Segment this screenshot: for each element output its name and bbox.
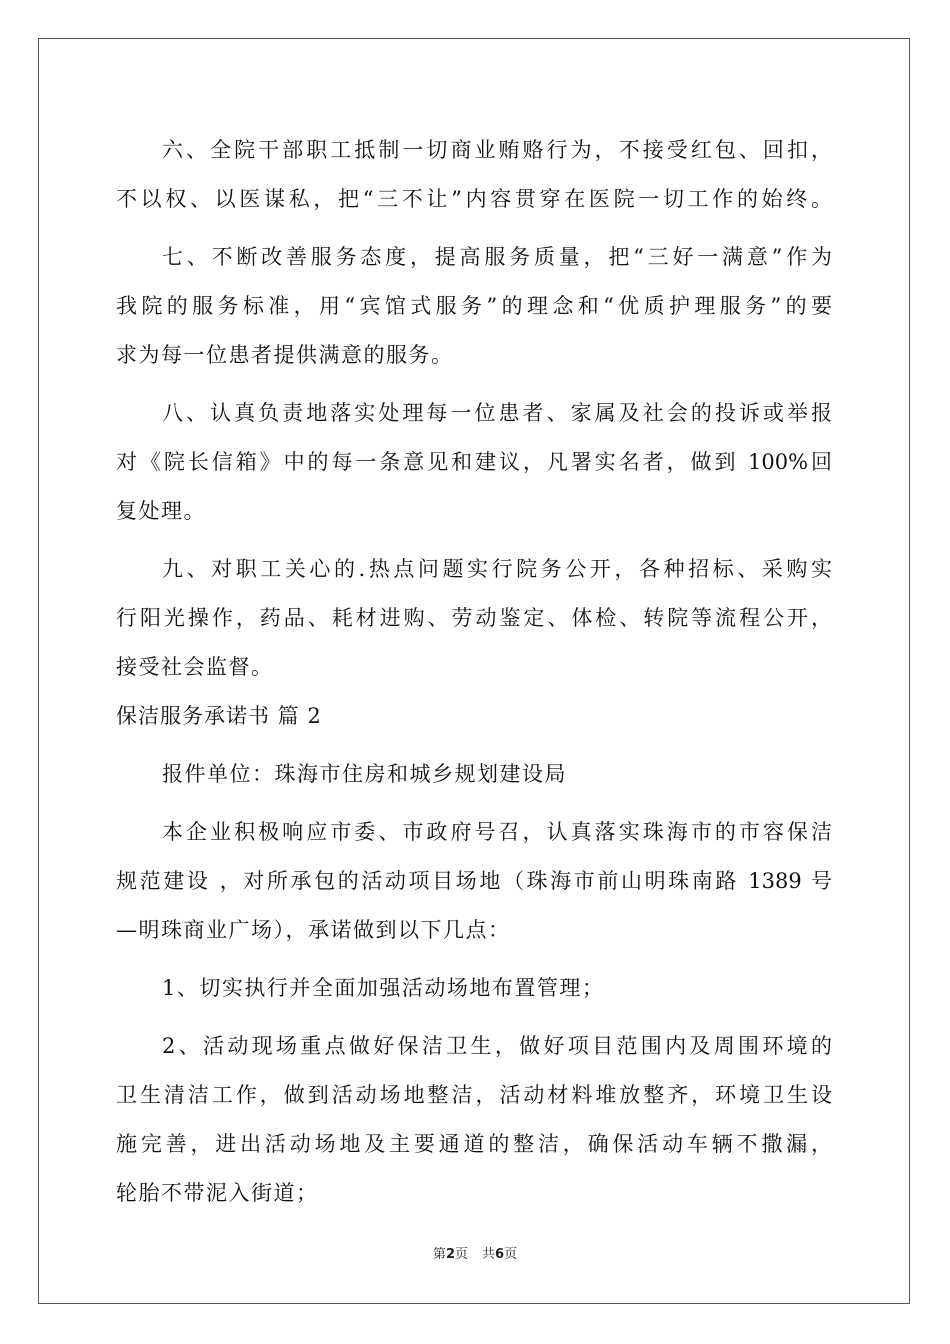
paragraph-line: 2、活动现场重点做好保洁卫生，做好项目范围内及周围环境的 — [162, 1034, 832, 1058]
list-item: 1、切实执行并全面加强活动场地布置管理； — [162, 976, 605, 1000]
total-suffix: 页 — [504, 1247, 518, 1262]
page-suffix: 页 — [454, 1247, 468, 1262]
page-number: 2 — [445, 1247, 455, 1262]
total-pages: 6 — [495, 1247, 505, 1262]
paragraph-line: 接受社会监督。 — [116, 655, 274, 679]
paragraph-line: 复处理。 — [116, 499, 206, 523]
paragraph-line: 规范建设 ，对所承包的活动项目场地（珠海市前山明珠南路 1389 号 — [116, 869, 832, 893]
paragraph-line: 七、不断改善服务态度，提高服务质量，把“三好一满意”作为 — [162, 245, 832, 269]
paragraph-line: 八、认真负责地落实处理每一位患者、家属及社会的投诉或举报 — [162, 401, 832, 425]
paragraph-line: 本企业积极响应市委、市政府号召，认真落实珠海市的市容保洁 — [162, 820, 832, 844]
recipient-line: 报件单位：珠海市住房和城乡规划建设局 — [162, 762, 567, 786]
section-heading: 保洁服务承诺书 篇 2 — [116, 704, 322, 728]
paragraph-line: 九、对职工关心的.热点问题实行院务公开，各种招标、采购实 — [162, 557, 832, 581]
paragraph-line: 对《院长信箱》中的每一条意见和建议，凡署实名者，做到 100%回 — [116, 450, 832, 474]
total-prefix: 共 — [482, 1247, 496, 1262]
paragraph-line: 轮胎不带泥入街道； — [116, 1181, 319, 1205]
page-footer — [0, 1247, 950, 1263]
paragraph-line: 行阳光操作，药品、耗材进购、劳动鉴定、体检、转院等流程公开， — [116, 606, 832, 630]
paragraph-line: 求为每一位患者提供满意的服务。 — [116, 343, 454, 367]
page-prefix: 第 — [432, 1247, 446, 1262]
paragraph-line: —明珠商业广场），承诺做到以下几点： — [116, 918, 511, 942]
paragraph-line: 不以权、以医谋私，把“三不让”内容贯穿在医院一切工作的始终。 — [116, 187, 832, 211]
paragraph-line: 六、全院干部职工抵制一切商业贿赂行为，不接受红包、回扣， — [162, 138, 832, 162]
paragraph-line: 施完善，进出活动场地及主要通道的整洁，确保活动车辆不撒漏， — [116, 1132, 832, 1156]
document-body — [116, 126, 832, 1218]
paragraph-line: 我院的服务标准，用“宾馆式服务”的理念和“优质护理服务”的要 — [116, 294, 832, 318]
paragraph-line: 卫生清洁工作，做到活动场地整洁，活动材料堆放整齐，环境卫生设 — [116, 1083, 832, 1107]
